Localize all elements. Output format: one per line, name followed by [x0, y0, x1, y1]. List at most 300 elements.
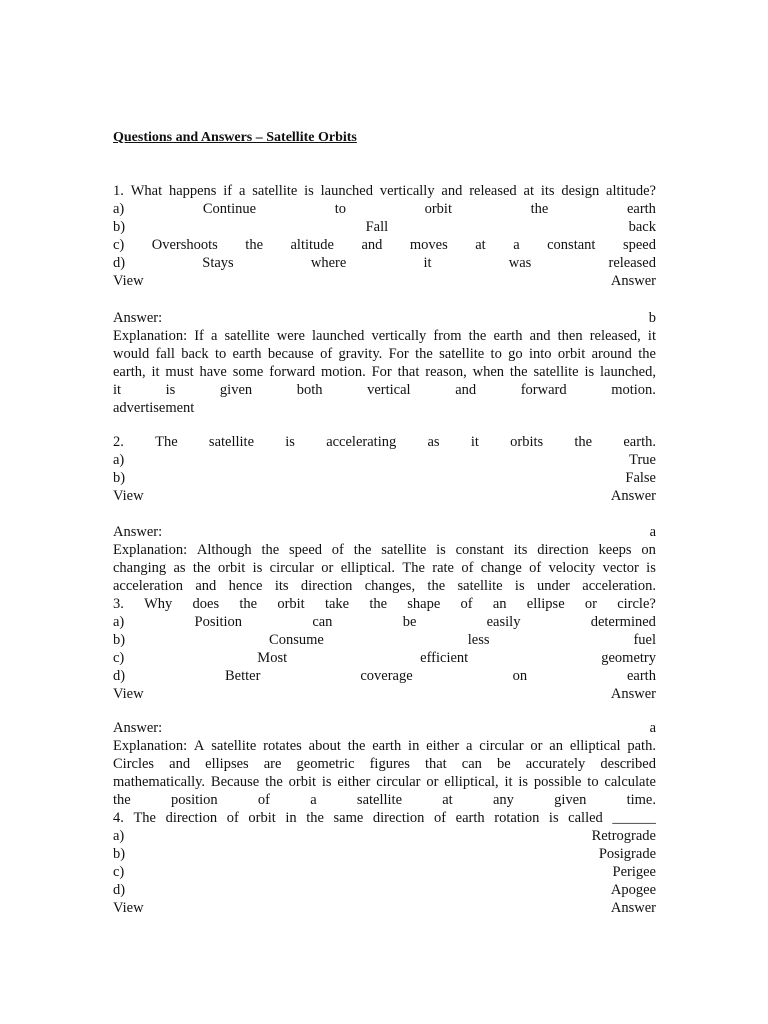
word: called — [568, 810, 603, 826]
word: View — [113, 488, 144, 504]
word: c) — [113, 650, 125, 666]
word: hence — [228, 578, 263, 594]
word: either — [426, 738, 460, 754]
word: earth — [626, 668, 656, 684]
word: of — [529, 560, 542, 576]
word: rotates — [263, 738, 302, 754]
word: in — [408, 738, 420, 754]
word: Better — [225, 668, 261, 684]
word: coverage — [360, 668, 413, 684]
word: design — [561, 183, 600, 199]
word: as — [173, 560, 186, 576]
word: the — [261, 542, 280, 558]
word: shape — [407, 596, 441, 612]
text-line — [113, 863, 656, 881]
word: of — [226, 810, 239, 826]
word: a — [466, 738, 473, 754]
word: either — [337, 774, 371, 790]
word: changing — [113, 560, 167, 576]
word: its — [274, 578, 289, 594]
word: Explanation: — [113, 542, 188, 558]
word: its — [540, 183, 555, 199]
word: earth — [626, 201, 656, 217]
word: b) — [113, 470, 126, 486]
word: or — [321, 560, 334, 576]
word: of — [320, 346, 333, 362]
word: orbits — [510, 434, 544, 450]
text-line — [113, 327, 656, 345]
word: speed — [288, 542, 322, 558]
word: Continue — [202, 201, 257, 217]
text-line — [113, 433, 656, 451]
word: satellite — [439, 346, 485, 362]
word: The — [155, 434, 178, 450]
word: vertical — [367, 382, 411, 398]
word: If — [194, 328, 204, 344]
word: because — [267, 346, 314, 362]
word: then — [557, 328, 583, 344]
word: some — [232, 364, 264, 380]
word: altitude — [290, 237, 334, 253]
text-line — [113, 827, 656, 845]
word: figures — [369, 756, 410, 772]
text-line — [113, 791, 656, 809]
word: a — [310, 792, 317, 808]
word: an — [492, 596, 507, 612]
text-line — [113, 649, 656, 667]
word: For — [371, 364, 392, 380]
word: or — [426, 774, 439, 790]
word: as — [427, 434, 440, 450]
word: same — [333, 810, 364, 826]
word: The — [133, 810, 156, 826]
word: direction — [165, 810, 218, 826]
word: fall — [155, 346, 175, 362]
word: of — [434, 810, 447, 826]
word: d) — [113, 882, 126, 898]
text-line — [113, 559, 656, 577]
word: orbit — [248, 810, 276, 826]
word: A — [193, 738, 205, 754]
word: forward — [520, 382, 567, 398]
word: a) — [113, 452, 125, 468]
word: and — [195, 578, 217, 594]
word: Position — [194, 614, 243, 630]
text-line — [113, 236, 656, 254]
word: satellite — [211, 738, 257, 754]
text-line — [113, 345, 656, 363]
word: is — [436, 542, 446, 558]
word: acceleration. — [582, 578, 656, 594]
word: and — [169, 756, 191, 772]
word: is — [252, 560, 263, 576]
word: back — [181, 346, 209, 362]
word: Answer: — [113, 310, 163, 326]
word: launched — [320, 183, 373, 199]
text-line — [113, 254, 656, 272]
word: a — [210, 328, 218, 344]
word: Retrograde — [591, 828, 656, 844]
word: both — [296, 382, 323, 398]
word: direction — [300, 578, 353, 594]
word: fuel — [633, 632, 656, 648]
word: an — [549, 738, 563, 754]
question-1-block — [113, 182, 656, 290]
text-line — [113, 523, 656, 541]
word: ellipses — [205, 756, 249, 772]
word: is — [514, 578, 525, 594]
word: b — [648, 310, 656, 326]
word: go — [508, 346, 523, 362]
word: the — [369, 596, 388, 612]
text-line — [113, 613, 656, 631]
word: c) — [113, 864, 125, 880]
word: Answer — [610, 686, 656, 702]
word: happens — [168, 183, 217, 199]
question-2-block — [113, 433, 656, 505]
word: of — [460, 596, 473, 612]
word: Stays — [202, 255, 234, 271]
word: satellite — [381, 542, 427, 558]
word: Answer: — [113, 524, 163, 540]
word: is — [304, 183, 314, 199]
word: and — [455, 382, 477, 398]
word: rotation — [494, 810, 540, 826]
word: accurately — [525, 756, 586, 772]
word: The — [402, 560, 425, 576]
word: around — [591, 346, 632, 362]
word: when — [472, 364, 505, 380]
text-line — [113, 719, 656, 737]
word: earth — [372, 738, 402, 754]
word: What — [130, 183, 163, 199]
text-line: advertisement — [113, 400, 195, 416]
word: Posigrade — [598, 846, 656, 862]
word: velocity — [548, 560, 596, 576]
word: circular — [269, 560, 314, 576]
word: Answer — [610, 900, 656, 916]
word: orbit — [557, 346, 586, 362]
word: the — [347, 738, 366, 754]
word: Apogee — [610, 882, 656, 898]
word: does — [192, 596, 220, 612]
word: a — [649, 720, 656, 736]
word: under — [536, 578, 570, 594]
word: at — [523, 183, 534, 199]
word: at — [442, 792, 453, 808]
word: the — [468, 328, 487, 344]
word: mathematically. — [113, 774, 206, 790]
word: elliptical, — [444, 774, 499, 790]
word: b) — [113, 846, 126, 862]
word: a — [513, 237, 520, 253]
document-title: Questions and Answers – Satellite Orbits — [113, 130, 357, 145]
word: 3. — [113, 596, 124, 612]
word: True — [629, 452, 656, 468]
word: satellite — [356, 792, 403, 808]
text-line — [113, 595, 656, 613]
word: circular — [479, 738, 524, 754]
word: if — [223, 183, 233, 199]
word: to — [490, 346, 502, 362]
word: vector — [602, 560, 639, 576]
word: given — [219, 382, 253, 398]
word: into — [528, 346, 552, 362]
word: changes, — [364, 578, 416, 594]
word: are — [263, 756, 282, 772]
word: vertically — [371, 328, 427, 344]
word: any — [492, 792, 514, 808]
word: a) — [113, 614, 125, 630]
word: to — [334, 201, 346, 217]
word: For — [388, 346, 409, 362]
word: 4. — [113, 810, 124, 826]
word: time. — [626, 792, 656, 808]
word: is — [518, 774, 529, 790]
word: is — [584, 364, 595, 380]
word: was — [508, 255, 532, 271]
word: have — [199, 364, 227, 380]
word: on — [641, 542, 656, 558]
text-line — [113, 773, 656, 791]
word: at — [475, 237, 486, 253]
text-line — [113, 899, 656, 917]
word: from — [433, 328, 462, 344]
word: the — [530, 201, 549, 217]
word: Explanation: — [113, 738, 188, 754]
word: the — [306, 810, 324, 826]
word: earth. — [623, 434, 656, 450]
text-line — [113, 541, 656, 559]
answer-3-question-4-block — [113, 719, 656, 917]
word: earth, — [113, 364, 146, 380]
word: a — [649, 524, 656, 540]
word: circle? — [617, 596, 656, 612]
word: 1. — [113, 183, 124, 199]
word: a) — [113, 201, 125, 217]
word: View — [113, 273, 144, 289]
text-line — [113, 200, 656, 218]
word: and — [529, 328, 551, 344]
word: Fall — [365, 219, 389, 235]
word: ellipse — [526, 596, 565, 612]
word: elliptical. — [340, 560, 396, 576]
text-line — [113, 881, 656, 899]
word: the — [638, 346, 656, 362]
word: about — [308, 738, 341, 754]
word: earth — [455, 810, 485, 826]
word: Circles — [113, 756, 155, 772]
word: released, — [589, 328, 641, 344]
word: Most — [257, 650, 288, 666]
word: take — [324, 596, 350, 612]
word: geometry — [601, 650, 656, 666]
word: 2. — [113, 434, 124, 450]
word: Overshoots — [151, 237, 218, 253]
word: it — [423, 255, 432, 271]
word: be — [402, 614, 417, 630]
word: geometric — [296, 756, 355, 772]
text-line — [113, 631, 656, 649]
word: were — [276, 328, 305, 344]
text-line — [113, 182, 656, 200]
text-line — [113, 381, 656, 399]
word: the — [245, 237, 264, 253]
word: released — [608, 255, 656, 271]
word: that — [397, 364, 420, 380]
word: constant — [547, 237, 596, 253]
word: False — [625, 470, 656, 486]
word: or — [530, 738, 543, 754]
word: orbit — [217, 560, 246, 576]
word: ______ — [612, 810, 656, 826]
word: can — [461, 756, 482, 772]
word: vertically — [379, 183, 435, 199]
text-line — [113, 755, 656, 773]
word: b) — [113, 219, 126, 235]
word: orbit — [288, 774, 317, 790]
word: path. — [627, 738, 656, 754]
word: a — [238, 183, 246, 199]
word: satellite — [533, 364, 579, 380]
word: and — [441, 183, 463, 199]
word: orbit — [424, 201, 452, 217]
word: c) — [113, 237, 125, 253]
word: satellite — [208, 434, 255, 450]
word: released — [469, 183, 517, 199]
word: it — [470, 434, 479, 450]
word: is — [285, 434, 295, 450]
word: satellite — [457, 578, 503, 594]
word: given — [554, 792, 587, 808]
text-line — [113, 487, 656, 505]
word: Answer: — [113, 720, 163, 736]
word: the — [509, 364, 528, 380]
word: Answer — [610, 488, 656, 504]
word: is — [321, 774, 332, 790]
word: Answer — [610, 273, 656, 289]
word: the — [192, 560, 211, 576]
word: of — [257, 792, 271, 808]
answer-1-block — [113, 309, 656, 417]
word: possible — [533, 774, 582, 790]
word: determined — [590, 614, 656, 630]
text-line — [113, 685, 656, 703]
word: reason, — [425, 364, 467, 380]
word: on — [512, 668, 528, 684]
word: gravity. — [338, 346, 383, 362]
word: motion. — [321, 364, 366, 380]
word: it — [151, 364, 160, 380]
word: direction — [372, 810, 425, 826]
word: that — [424, 756, 447, 772]
text-line — [113, 363, 656, 381]
word: the — [574, 434, 593, 450]
word: where — [310, 255, 347, 271]
word: can — [312, 614, 333, 630]
word: motion. — [611, 382, 656, 398]
word: efficient — [420, 650, 469, 666]
word: calculate — [604, 774, 656, 790]
text-line — [113, 309, 656, 327]
text-line — [113, 737, 656, 755]
text-line — [113, 845, 656, 863]
word: the — [265, 774, 283, 790]
word: altitude? — [606, 183, 656, 199]
word: the — [239, 596, 258, 612]
word: forward — [269, 364, 316, 380]
word: rate — [432, 560, 454, 576]
word: launched, — [600, 364, 656, 380]
word: to — [587, 774, 599, 790]
word: moves — [409, 237, 448, 253]
word: b) — [113, 632, 126, 648]
word: less — [467, 632, 490, 648]
word: Consume — [269, 632, 324, 648]
word: described — [600, 756, 656, 772]
word: direction — [537, 542, 589, 558]
word: Why — [144, 596, 173, 612]
text-line — [113, 469, 656, 487]
word: is — [548, 810, 559, 826]
word: it — [113, 382, 122, 398]
word: is — [646, 560, 656, 576]
text-line — [113, 451, 656, 469]
word: a) — [113, 828, 125, 844]
word: would — [113, 346, 150, 362]
word: be — [496, 756, 511, 772]
word: easily — [486, 614, 521, 630]
word: must — [165, 364, 194, 380]
text-line — [113, 809, 656, 827]
word: View — [113, 900, 144, 916]
word: the — [427, 578, 446, 594]
word: or — [584, 596, 597, 612]
word: accelerating — [326, 434, 397, 450]
word: launched — [312, 328, 365, 344]
word: the — [113, 792, 131, 808]
word: keeps — [598, 542, 632, 558]
word: to — [214, 346, 227, 362]
word: change — [480, 560, 522, 576]
word: orbit — [277, 596, 305, 612]
text-line — [113, 667, 656, 685]
word: satellite — [252, 183, 298, 199]
word: Perigee — [612, 864, 656, 880]
word: earth — [493, 328, 523, 344]
word: Explanation: — [113, 328, 188, 344]
word: satellite — [224, 328, 270, 344]
word: position — [170, 792, 218, 808]
word: speed — [622, 237, 656, 253]
text-line — [113, 218, 656, 236]
word: the — [353, 542, 372, 558]
word: the — [415, 346, 433, 362]
word: of — [461, 560, 474, 576]
text-line — [113, 272, 656, 290]
word: is — [165, 382, 176, 398]
word: d) — [113, 668, 126, 684]
word: circular — [376, 774, 421, 790]
word: elliptical — [569, 738, 621, 754]
text-line — [113, 577, 656, 595]
word: and — [361, 237, 383, 253]
word: in — [285, 810, 297, 826]
word: its — [513, 542, 528, 558]
word: d) — [113, 255, 126, 271]
word: back — [628, 219, 656, 235]
word: it — [647, 328, 656, 344]
